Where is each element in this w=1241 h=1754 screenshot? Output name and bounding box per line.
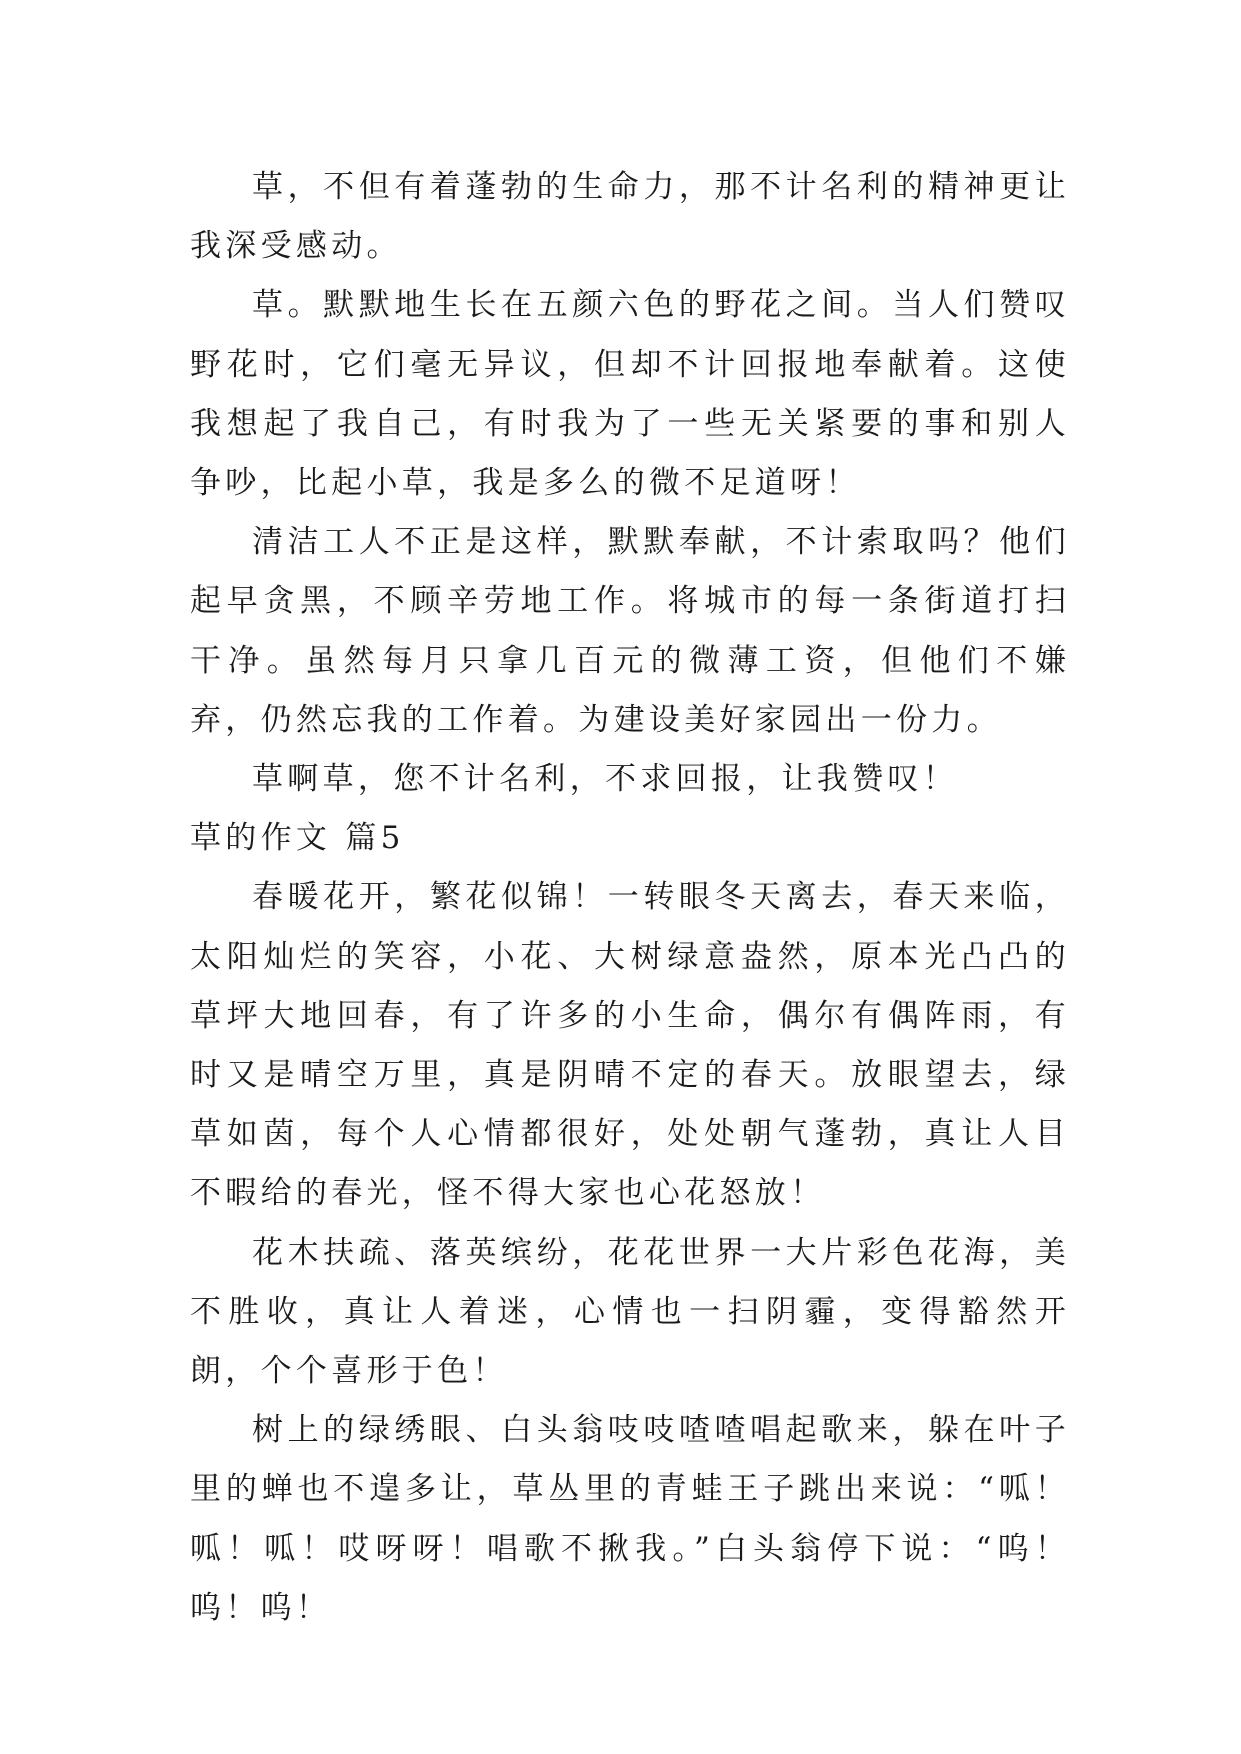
paragraph: 清洁工人不正是这样，默默奉献，不计索取吗？他们起早贪黑，不顾辛劳地工作。将城市的每一条街道打扫干净。虽然每月只拿几百元的微薄工资，但他们不嫌弃，仍然忘我的工作着。为建设美好家园出一份力。 bbox=[190, 524, 1070, 738]
paragraph: 花木扶疏、落英缤纷，花花世界一大片彩色花海，美不胜收，真让人着迷，心情也一扫阴霾，变得豁然开朗，个个喜形于色！ bbox=[190, 1234, 1070, 1390]
section-heading: 草的作文 篇5 bbox=[190, 820, 405, 857]
paragraph: 草啊草，您不计名利，不求回报，让我赞叹！ bbox=[252, 761, 958, 798]
paragraph: 草。默默地生长在五颜六色的野花之间。当人们赞叹野花时，它们毫无异议，但却不计回报地奉献着。这使我想起了我自己，有时我为了一些无关紧要的事和别人争吵，比起小草，我是多么的微不足道呀！ bbox=[190, 287, 1070, 502]
paragraph: 树上的绿绣眼、白头翁吱吱喳喳唱起歌来，躲在叶子里的蝉也不遑多让，草丛里的青蛙王子跳出来说：“呱！呱！呱！哎呀呀！唱歌不揪我。”白头翁停下说：“呜！呜！呜！ bbox=[190, 1412, 1070, 1626]
paragraph: 春暖花开，繁花似锦！一转眼冬天离去，春天来临，太阳灿烂的笑容，小花、大树绿意盎然，原本光凸凸的草坪大地回春，有了许多的小生命，偶尔有偶阵雨，有时又是晴空万里，真是阴晴不定的春天。放眼望去，绿草如茵，每个人心情都很好，处处朝气蓬勃，真让人目不暇给的春光，怪不得大家也心花怒放！ bbox=[190, 879, 1070, 1212]
document-body bbox=[190, 158, 1070, 1638]
paragraph: 草，不但有着蓬勃的生命力，那不计名利的精神更让我深受感动。 bbox=[190, 169, 1070, 265]
